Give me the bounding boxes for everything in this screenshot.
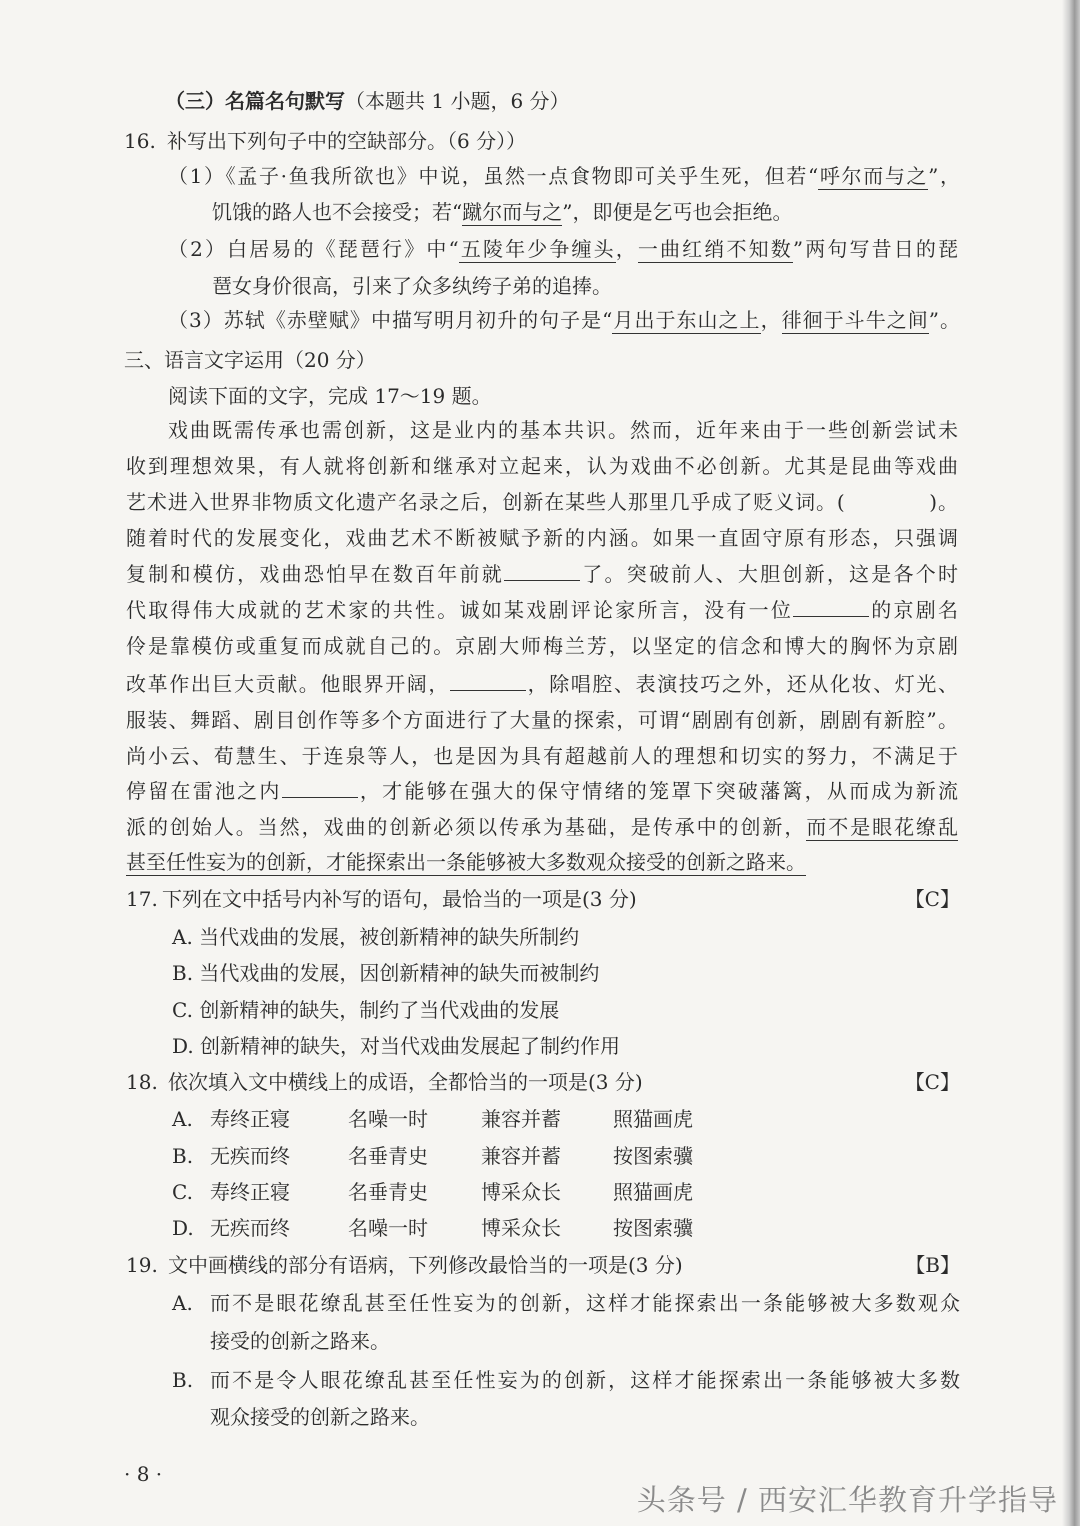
option-word: 无疾而终 (210, 1216, 290, 1240)
part3-heading: 三、语言文字运用（20 分） (124, 348, 376, 372)
fill-blank (282, 777, 358, 798)
option-label: D. (172, 1216, 194, 1240)
option-word: 兼容并蓄 (481, 1144, 561, 1168)
option-text: 而不是令人眼花缭乱甚至任性妄为的创新，这样才能探索出一条能够被大多数 (210, 1368, 960, 1392)
option-label: B. (172, 1144, 194, 1168)
option-word: 照猫画虎 (613, 1107, 693, 1131)
watermark: 头条号 / 西安汇华教育升学指导 (636, 1483, 1058, 1517)
option-word: 按图索骥 (613, 1216, 693, 1240)
passage-line: 收到理想效果，有人就将创新和继承对立起来，认为戏曲不必创新。尤其是昆曲等戏曲 (126, 454, 958, 478)
option-label: A. (172, 1107, 193, 1131)
q16-item1-line1 (168, 162, 960, 190)
q18-stem: 依次填入文中横线上的成语，全都恰当的一项是(3 分) (168, 1070, 643, 1094)
text: ”。 (928, 308, 960, 332)
q19-stem: 文中画横线的部分有语病，下列修改最恰当的一项是(3 分) (168, 1253, 683, 1277)
answer-text: 呼尔而与之 (818, 164, 929, 188)
text: ”， (928, 164, 960, 188)
text: ， (615, 237, 638, 261)
text: ，除唱腔、表演技巧之外，还从化妆、灯光、 (526, 672, 958, 696)
option-word: 名垂青史 (348, 1144, 428, 1168)
text: ，才能够在强大的保守情绪的笼罩下突破藩篱，从而成为新流 (357, 779, 958, 803)
option-label: A. (172, 925, 193, 949)
option-label: A. (172, 1291, 193, 1315)
passage-line (126, 848, 806, 876)
option-label: C. (172, 1180, 193, 1204)
answer-text: 蹴尔而与之 (462, 200, 563, 224)
passage-line: 伶是靠模仿或重复而成就自己的。京剧大师梅兰芳，以坚定的信念和博大的胸怀为京剧 (126, 634, 958, 658)
text: 改革作出巨大贡献。他眼界开阔， (126, 672, 450, 696)
option-label: B. (172, 961, 194, 985)
option-word: 照猫画虎 (613, 1180, 693, 1204)
option-text: 接受的创新之路来。 (210, 1329, 390, 1353)
option-text: 观众接受的创新之路来。 (210, 1405, 430, 1429)
section-note: （本题共 1 小题，6 分） (345, 89, 570, 113)
underlined-text: 而不是眼花缭乱 (806, 815, 958, 839)
section-title: （三）名篇名句默写 (165, 89, 345, 113)
q17-option-a (172, 923, 579, 951)
part3-instruction: 阅读下面的文字，完成 17～19 题。 (168, 384, 492, 408)
q17-answer: 【C】 (904, 887, 960, 911)
q16-item2-line1 (168, 235, 958, 263)
underlined-text: 甚至任性妄为的创新，才能探索出一条能够被大多数观众接受的创新之路来。 (126, 850, 806, 874)
passage-line (126, 813, 958, 841)
passage-line: 艺术进入世界非物质文化遗产名录之后，创新在某些人那里几乎成了贬义词。( )。 (126, 490, 958, 514)
text: 代取得伟大成就的艺术家的共性。诚如某戏剧评论家所言，没有一位 (126, 598, 794, 622)
option-word: 无疾而终 (210, 1144, 290, 1168)
q16-number: 16. (124, 129, 156, 153)
q17-stem: 下列在文中括号内补写的语句，最恰当的一项是(3 分) (162, 887, 637, 911)
q18-answer: 【C】 (904, 1070, 960, 1094)
fill-blank (504, 560, 580, 581)
q17-option-c (172, 996, 559, 1024)
option-word: 博采众长 (481, 1180, 561, 1204)
q16-item1-line2 (212, 198, 792, 226)
q17-option-b (172, 959, 599, 987)
option-word: 兼容并蓄 (481, 1107, 561, 1131)
answer-text: 五陵年少争缠头 (458, 237, 616, 261)
page-number: · 8 · (124, 1462, 163, 1486)
text: （1）《孟子·鱼我所欲也》中说，虽然一点食物即可关乎生死，但若“ (168, 164, 819, 188)
passage-line (126, 560, 958, 588)
text: 复制和模仿，戏曲恐怕早在数百年前就 (126, 562, 504, 586)
q17-number: 17. (126, 887, 158, 911)
text: 派的创始人。当然，戏曲的创新必须以传承为基础，是传承中的创新， (126, 815, 807, 839)
q17-option-d (172, 1032, 620, 1060)
option-text: 当代戏曲的发展，被创新精神的缺失所制约 (199, 925, 580, 949)
text: 的京剧名 (869, 598, 958, 622)
passage-line (126, 596, 958, 624)
answer-text: 月出于东山之上 (612, 308, 761, 332)
q19-number: 19. (126, 1253, 158, 1277)
text: （2）白居易的《琵琶行》中“ (168, 237, 459, 261)
text: 饥饿的路人也不会接受；若“ (212, 200, 463, 224)
passage-line: 戏曲既需传承也需创新，这是业内的基本共识。然而，近年来由于一些创新尝试未 (168, 418, 958, 442)
option-label: B. (172, 1368, 194, 1392)
option-word: 名噪一时 (348, 1216, 428, 1240)
option-word: 名垂青史 (348, 1180, 428, 1204)
section-heading (165, 87, 570, 115)
answer-text: 徘徊于斗牛之间 (781, 308, 929, 332)
q16-item2-line2: 琶女身价很高，引来了众多纨绔子弟的追捧。 (212, 274, 612, 298)
text: ， (760, 308, 782, 332)
option-word: 博采众长 (481, 1216, 561, 1240)
option-word: 寿终正寝 (210, 1180, 290, 1204)
passage-line: 尚小云、荀慧生、于连泉等人，也是因为具有超越前人的理想和切实的努力，不满足于 (126, 744, 958, 768)
option-label: C. (172, 998, 193, 1022)
fill-blank (793, 596, 869, 617)
text: 停留在雷池之内 (126, 779, 282, 803)
option-text: 而不是眼花缭乱甚至任性妄为的创新，这样才能探索出一条能够被大多数观众 (210, 1291, 960, 1315)
q16-stem: 补写出下列句子中的空缺部分。（6 分）） (167, 129, 527, 153)
option-text: 创新精神的缺失，对当代戏曲发展起了制约作用 (200, 1034, 621, 1058)
passage-line (126, 777, 958, 805)
fill-blank (450, 670, 526, 691)
passage-line (126, 670, 958, 698)
option-text: 创新精神的缺失，制约了当代戏曲的发展 (199, 998, 560, 1022)
option-word: 寿终正寝 (210, 1107, 290, 1131)
option-label: D. (172, 1034, 194, 1058)
text: 了。突破前人、大胆创新，这是各个时 (580, 562, 958, 586)
passage-line: 随着时代的发展变化，戏曲艺术不断被赋予新的内涵。如果一直固守原有形态，只强调 (126, 526, 958, 550)
option-word: 按图索骥 (613, 1144, 693, 1168)
answer-text: 一曲红绡不知数 (637, 237, 793, 261)
q19-answer: 【B】 (905, 1253, 960, 1277)
q18-number: 18. (126, 1070, 158, 1094)
scan-edge (1062, 0, 1080, 1526)
q16-item3 (168, 306, 960, 334)
option-text: 当代戏曲的发展，因创新精神的缺失而被制约 (199, 961, 600, 985)
text: ”，即便是乞丐也会拒绝。 (562, 200, 793, 224)
option-word: 名噪一时 (348, 1107, 428, 1131)
text: （3）苏轼《赤壁赋》中描写明月初升的句子是“ (168, 308, 613, 332)
text: ”两句写昔日的琵 (792, 237, 958, 261)
passage-line: 服装、舞蹈、剧目创作等多个方面进行了大量的探索，可谓“剧剧有创新，剧剧有新腔”。 (126, 708, 958, 732)
